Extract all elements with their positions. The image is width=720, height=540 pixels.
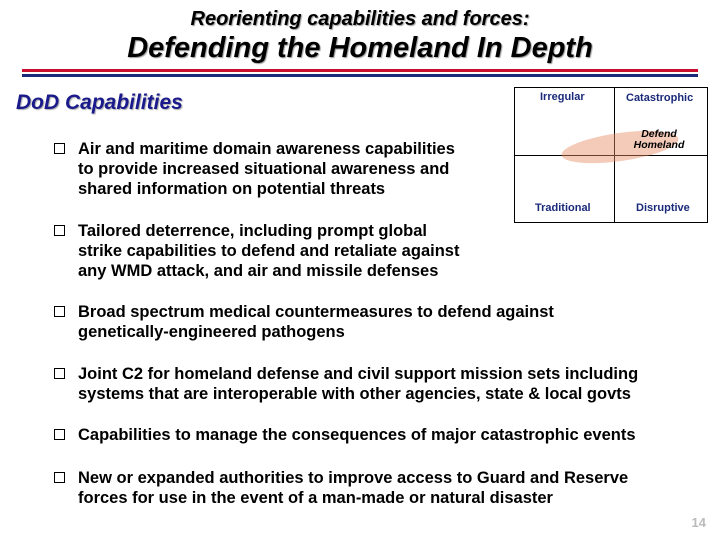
bullet-line: genetically-engineered pathogens bbox=[78, 323, 345, 341]
checkbox-bullet-icon bbox=[54, 225, 65, 236]
page-number: 14 bbox=[691, 515, 706, 530]
checkbox-bullet-icon bbox=[54, 143, 65, 154]
highlight-label-line1: Defend bbox=[641, 128, 677, 140]
bullet-text bbox=[78, 139, 455, 199]
bullet-text bbox=[78, 221, 459, 281]
bullet-line: to provide increased situational awareness and bbox=[78, 160, 450, 178]
bullet-text bbox=[78, 425, 636, 445]
bullet-item bbox=[54, 139, 455, 199]
title-divider-blue bbox=[22, 74, 698, 77]
title-divider-red bbox=[22, 69, 698, 72]
highlight-label bbox=[619, 129, 699, 151]
bullet-text bbox=[78, 468, 628, 508]
checkbox-bullet-icon bbox=[54, 429, 65, 440]
slide-subtitle: Reorienting capabilities and forces: bbox=[190, 8, 530, 30]
bullet-item bbox=[54, 302, 554, 342]
slide-title: Defending the Homeland In Depth bbox=[127, 32, 593, 64]
quad-label-disruptive: Disruptive bbox=[636, 202, 690, 214]
bullet-line: Air and maritime domain awareness capabilities bbox=[78, 140, 455, 158]
checkbox-bullet-icon bbox=[54, 472, 65, 483]
bullet-text bbox=[78, 302, 554, 342]
bullet-line: systems that are interoperable with other agencies, state & local govts bbox=[78, 385, 631, 403]
bullet-item bbox=[54, 468, 628, 508]
bullet-item bbox=[54, 221, 459, 281]
bullet-line: New or expanded authorities to improve access to Guard and Reserve bbox=[78, 469, 629, 487]
bullet-line: Joint C2 for homeland defense and civil support mission sets including bbox=[78, 365, 639, 383]
quad-label-catastrophic: Catastrophic bbox=[626, 92, 694, 104]
quad-label-irregular: Irregular bbox=[540, 91, 585, 103]
bullet-line: Broad spectrum medical countermeasures to defend against bbox=[78, 303, 554, 321]
highlight-label-line2: Homeland bbox=[633, 139, 685, 151]
bullet-line: strike capabilities to defend and retaliate against bbox=[78, 242, 460, 260]
section-heading: DoD Capabilities bbox=[16, 91, 183, 114]
checkbox-bullet-icon bbox=[54, 306, 65, 317]
bullet-text bbox=[78, 364, 638, 404]
bullet-item bbox=[54, 364, 638, 404]
bullet-item bbox=[54, 425, 636, 445]
bullet-line: Capabilities to manage the consequences of major catastrophic events bbox=[78, 426, 636, 444]
bullet-line: any WMD attack, and air and missile defenses bbox=[78, 262, 439, 280]
quad-chart bbox=[514, 87, 708, 223]
bullet-line: Tailored deterrence, including prompt global bbox=[78, 222, 427, 240]
bullet-line: shared information on potential threats bbox=[78, 180, 386, 198]
checkbox-bullet-icon bbox=[54, 368, 65, 379]
quad-label-traditional: Traditional bbox=[535, 202, 591, 214]
bullet-line: forces for use in the event of a man-made or natural disaster bbox=[78, 489, 553, 507]
